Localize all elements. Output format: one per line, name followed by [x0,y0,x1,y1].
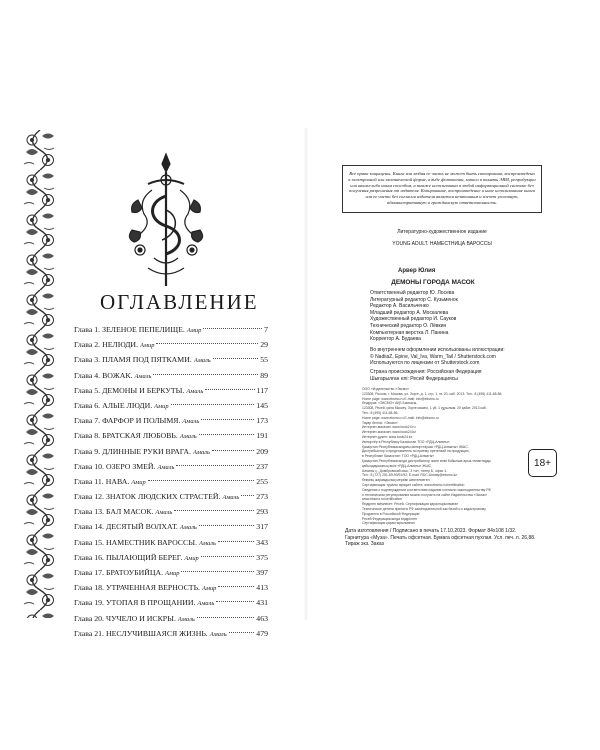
toc-narrator: Амаль [134,372,152,380]
toc-narrator: Амаль [192,448,210,456]
toc-narrator: Амаль [179,433,197,441]
toc-page-number: 89 [260,370,268,380]
publisher-line: Home page: www.eksmo.ru E-mail: info@eksmo.ru [362,415,439,420]
toc-narrator: Амаль [186,387,204,395]
print-info-line: Дата изготовления / Подписано в печать 17.10.2023. Формат 84x108 1/32. [345,528,517,534]
toc-chapter-title: УТРАЧЕННАЯ ВЕРНОСТЬ. [106,583,200,593]
toc-entry [74,352,268,367]
toc-narrator: Амир [184,554,199,562]
toc-dot-leader [181,571,254,572]
toc-page-number: 397 [256,568,268,577]
origin-line: Шығарылған елі: Ресей Федерациясы [370,375,458,382]
toc-chapter-number: Глава 18. [74,583,105,593]
credit-line: Технический редактор О. Лёвкин [370,322,447,329]
toc-entry [74,595,268,610]
toc-dot-leader [156,343,258,344]
toc-entry [74,444,268,459]
toc-dot-leader [197,617,255,618]
publisher-line: Сертификация қарастырылмаған [362,521,415,526]
publisher-line: Сведения о подтверждении соответствия издания согласно законодательству РФ [362,487,492,492]
editorial-credits [370,290,520,343]
toc-dot-leader [213,358,259,359]
publisher-line: 123308, Россия, г. Москва, ул. Зорге, д. 1, стр. 1, эт. 20, каб. 2013. Тел.: 8 (495) 411-68-86. [362,391,503,396]
toc-dot-leader [218,541,254,542]
toc-dot-leader [176,465,254,466]
publisher-line: о техническом регулировании можно получить на сайте Издательства «Эксмо» [362,492,488,497]
publisher-line: ООО «Издательство «Эксмо» [362,387,409,391]
credit-line: Редактор А. Васильченко [370,303,429,310]
toc-entry [74,459,268,474]
toc-page-number: 479 [256,628,268,638]
toc-dot-leader [218,586,254,587]
toc-chapter-title: НАВА. [105,476,130,486]
toc-chapter-title: БРАТОУБИЙЦА. [106,568,164,577]
toc-chapter-title: НЕЛЮДИ. [102,340,139,350]
author-name: Арвер Юлия [398,268,436,274]
toc-page-number: 145 [256,400,268,410]
toc-entry [74,398,268,413]
illustration-line: Во внутреннем оформлении использованы иллюстрации: [370,347,505,353]
copyright-notice-box: Все права защищены. Книга или любая ее часть не может быть скопирована, воспроизведена в электронной или механической форме, в виде фотокопии, записи в память ЭВМ, репродукции или каким-либо иным способом, а также использована в любой информационной системе без получения разрешения от издателя. Копирование, воспроизведение и иное использование книги или ее части без согласия издателя является незаконным и влечет уголовную, административную и гражданскую ответственность. [342,165,542,213]
credit-line: Компьютерная верстка Л. Панина [370,329,449,336]
publisher-line: Импортёр в Республику Казахстан ТОО «РДЦ-Алматы». [362,439,451,444]
toc-dot-leader [205,389,254,390]
publisher-line: Өндіруші: «ЭКСМО» АҚБ Баспасы, [362,401,418,406]
toc-narrator: Амаль [197,600,215,608]
credit-line: Художественный редактор И. Сауков [370,316,457,323]
toc-narrator: Амир [202,585,217,593]
toc-narrator: Амаль [179,524,197,532]
book-title: ДЕМОНЫ ГОРОДА МАСОК [391,279,475,286]
publisher-line: www.eksmo.ru/certification [362,497,403,502]
toc-chapter-title: АЛЫЕ ЛЮДИ. [102,400,153,410]
toc-page-number: 173 [256,416,268,426]
toc-chapter-title: ДЕСЯТЫЙ ВОЛХАТ. [106,522,178,532]
toc-chapter-number: Глава 7. [74,416,101,426]
toc-entry [74,368,268,383]
toc-dot-leader [241,495,254,496]
toc-narrator: Амир [154,402,169,410]
toc-chapter-number: Глава 16. [74,552,105,562]
toc-heading: ОГЛАВЛЕНИЕ [100,290,259,314]
toc-dot-leader [174,510,254,511]
toc-dot-leader [153,374,258,375]
toc-entry [74,322,268,337]
toc-chapter-number: Глава 6. [74,400,101,410]
toc-narrator: Амаль [193,357,211,365]
publisher-line: Алматы қ., Домбровский көш., 3 «а», литер Б, офис 1. [362,468,448,473]
publisher-line: в Республике Казахстан: ТОО «РДЦ-Алматы» [362,454,435,459]
toc-chapter-title: ЗНАТОК ЛЮДСКИХ СТРАСТЕЙ. [106,492,221,502]
illustration-line: © NadiiaZ, Epine, Val_Iva, Warm_Tail / Shutterstock.com [370,353,496,360]
publisher-line: Қазақстан Республикасында дистрибьютор және өнім бойынша арыз-талаптарды [362,458,491,463]
toc-narrator: Амаль [155,509,173,517]
toc-dot-leader [229,632,255,633]
toc-dot-leader [148,480,255,481]
publisher-line: 123308, Ресей, қала Мәскеу, Зорге көшесі, 1 үй, 1 құрылым, 20 қабат, 2013 каб. [362,406,487,411]
toc-chapter-number: Глава 4. [74,370,101,380]
toc-entry [74,626,268,641]
publisher-line: Интернет-дүкен: www.book24.kz [362,434,413,439]
toc-page-number: 293 [256,507,268,517]
toc-entry [74,337,268,352]
toc-narrator: Амаль [209,630,227,638]
toc-page-number: 29 [260,340,268,350]
publisher-line: Интернет-магазин: www.book24.ru [362,425,416,430]
toc-chapter-number: Глава 15. [74,537,105,547]
toc-entry [74,550,268,565]
book-gutter [304,128,308,620]
toc-dot-leader [212,450,254,451]
toc-chapter-title: ФАРФОР И ПОЛЫМЯ. [102,416,181,426]
publisher-line: Қазақстан Республикасындағы импорттаушы «РДЦ-Алматы» ЖШС. [362,444,469,449]
toc-dot-leader [203,328,262,329]
toc-page-number: 191 [256,431,268,441]
toc-page-number: 463 [256,613,268,623]
toc-page-number: 55 [260,355,268,365]
toc-chapter-title: ЧУЧЕЛО И ИСКРЫ. [106,613,176,623]
toc-page-number: 375 [256,552,268,562]
publisher-line: Өндірген мемлекет: Ресей. Сертификация қарастырылмаған [362,502,459,507]
floral-border-ornament [22,130,58,618]
toc-entry [74,519,268,534]
toc-chapter-number: Глава 11. [74,476,104,486]
toc-page-number: 209 [256,446,268,456]
toc-chapter-number: Глава 3. [74,355,101,365]
publisher-line: Продается в Российской Федерации [362,511,420,516]
toc-chapter-title: БРАТСКАЯ ЛЮБОВЬ. [102,431,178,441]
toc-page-number: 255 [256,476,268,486]
toc-entry [74,535,268,550]
toc-dot-leader [199,434,255,435]
publisher-info [362,387,532,526]
toc-chapter-title: ОЗЕРО ЗМЕЙ. [106,461,156,471]
print-info-line: Гарнитура «Муза». Печать офсетная. Бумага офсетная пухлая. Усл. печ. л. 26,88. [345,534,536,541]
toc-chapter-number: Глава 8. [74,431,101,441]
toc-narrator: Амаль [199,539,216,547]
toc-narrator: Амир [131,478,146,486]
toc-dot-leader [201,419,254,420]
toc-chapter-title: ДЕМОНЫ И БЕРКУТЫ. [102,385,185,395]
print-info-line: Тираж экз. Заказ [345,541,384,548]
toc-page-number: 413 [256,583,268,593]
toc-page-number: 7 [264,325,268,334]
toc-chapter-title: ПЛАМЯ ПОД ПЯТКАМИ. [102,355,192,365]
publisher-line: Дистрибьютор и представитель по приему претензий на продукцию, [362,449,470,454]
toc-chapter-number: Глава 19. [74,598,105,608]
toc-chapter-number: Глава 13. [74,507,105,517]
toc-chapter-number: Глава 5. [74,385,101,395]
toc-entry [74,580,268,595]
toc-entry [74,489,268,504]
credit-line: Младший редактор А. Москалева [370,309,449,316]
toc-narrator: Амаль [222,494,240,502]
toc-narrator: Амаль [182,418,200,426]
publisher-line: Тел.: 8 (495) 411-68-86. [362,410,399,415]
toc-entry [74,474,268,489]
credit-line: Ответственный редактор Ю. Лосева [370,290,455,296]
toc-chapter-number: Глава 21. [74,628,105,638]
toc-narrator: Амаль [177,615,195,623]
toc-chapter-title: ВОЖАК. [102,370,133,380]
publisher-line: Техническое детали приняты РФ законодательной как базой и к кадастровому [362,506,486,511]
origin-line: Страна происхождения: Российская Федерация [370,369,482,375]
sword-emblem-illustration [118,150,214,290]
toc-page-number: 117 [256,385,268,395]
publisher-line: Өнімнің жарамдылық мерзімі шектелмеген. [362,478,431,483]
toc-entry [74,611,268,626]
toc-chapter-title: НАМЕСТНИК ВАРОССЫ. [106,537,197,547]
publisher-line: Home page: www.eksmo.ru E-mail: info@eksmo.ru [362,396,439,401]
age-rating-badge: 18+ [528,449,557,477]
toc-narrator: Амаль [157,463,175,471]
toc-page-number: 273 [256,492,268,502]
toc-chapter-title: НЕСЛУЧИВШАЯСЯ ЖИЗНЬ. [106,628,208,638]
publisher-line: Ресей Федерациясында өндірілген [362,516,417,521]
toc-chapter-number: Глава 10. [74,461,105,471]
toc-chapter-title: ДЛИННЫЕ РУКИ ВРАГА. [102,446,191,456]
toc-page-number: 317 [256,522,268,532]
publisher-line: Тауар белгісі: «Эксмо» [362,420,398,425]
credit-line: Корректор А. Будаева [370,336,421,343]
toc-narrator: Амир [140,342,155,350]
publisher-line: Интернет-магазин: www.book24.kz [362,430,416,435]
toc-chapter-number: Глава 9. [74,446,101,456]
table-of-contents [74,322,268,641]
toc-chapter-number: Глава 12. [74,492,105,502]
publisher-line: қабылдаушының өкілі «РДЦ-Алматы» ЖШС, [362,463,433,468]
genre-line: Литературно-художественное издание [397,229,487,235]
toc-chapter-number: Глава 14. [74,522,105,532]
toc-chapter-number: Глава 1. [74,325,101,334]
toc-dot-leader [171,404,255,405]
publisher-line: Тел.: 8 (727) 251-59-90/91/92; E-mail: RDC-Almaty@eksmo.kz [362,473,458,478]
country-of-origin [370,369,560,382]
toc-narrator: Амир [186,327,202,334]
illustration-line: Используются по лицензии от Shutterstock.com [370,360,480,367]
toc-entry [74,428,268,443]
series-line: YOUNG ADULT. НАМЕСТНИЦА ВАРОССЫ [392,241,492,247]
toc-entry [74,383,268,398]
toc-entry [74,413,268,428]
illustration-credits [370,347,560,367]
toc-chapter-title: ЗЕЛЕНОЕ ПЕПЕЛИЩЕ. [102,325,185,334]
toc-dot-leader [199,525,255,526]
toc-chapter-number: Глава 20. [74,613,105,623]
toc-chapter-title: БАЛ МАСОК. [106,507,154,517]
toc-dot-leader [216,601,254,602]
print-info [345,528,565,548]
toc-chapter-title: УТОПАЯ В ПРОЩАНИИ. [106,598,196,608]
toc-chapter-number: Глава 17. [74,568,105,577]
publisher-line: Сертификация туралы ақпарат сайтта: www.eksmo.ru/certification [362,482,465,487]
toc-dot-leader [201,556,255,557]
toc-narrator: Амир [165,570,180,577]
toc-page-number: 237 [256,461,268,471]
toc-entry [74,565,268,580]
toc-page-number: 343 [256,537,268,547]
toc-chapter-number: Глава 2. [74,340,101,350]
toc-chapter-title: ПЫЛАЮЩИЙ БЕРЕГ. [106,552,183,562]
toc-page-number: 431 [256,598,268,608]
credit-line: Литературный редактор С. Кузьменок [370,296,458,303]
toc-entry [74,504,268,519]
